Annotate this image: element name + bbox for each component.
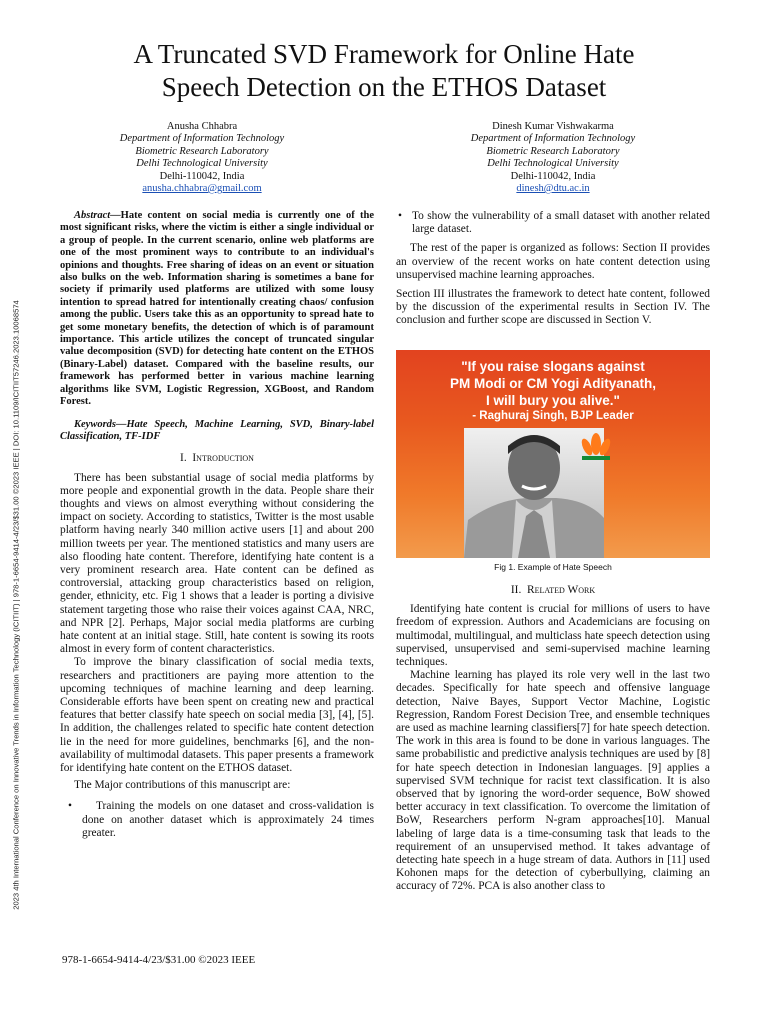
bullet-text: To show the vulnerability of a small dataset with another related large dataset. bbox=[412, 210, 710, 236]
author-dept: Department of Information Technology bbox=[119, 133, 285, 145]
related-paragraph-2: Machine learning has played its role very well in the last two decades. Specifically for hate speech and offensive language detection, Naive Bayes, Support Vector Machine, Logistic Regression, Random Forest Decision Tree, and ensemble techniques are used as machine learning classifiers[7] for hate speech detection. The work in this area is found to be done in various languages. The same probabilistic and predictive analysis techniques are used by [8] for hate speech detection in Indonesian languages. [9] applies a supervised SVM technique for racist text classification. It is also observed that by ignoring the word-order sequence, BoW showed better accuracy in text classification. To overcome the limitation of BoW, Researchers perform N-gram approaches[10]. Manual labeling of large data is a time-consuming task that leads to the requirement of an unsupervised method. It takes advantage of detecting hate speech in a huge stream of data. Authors in [11] used Kohonen maps for the detection of cyberbullying, claiming an accuracy of 72%. PCA is also another class to bbox=[396, 669, 710, 893]
intro-paragraph-2: To improve the binary classification of social media texts, researchers and practitioners are paying more attention to the upcoming techniques of machine learning and deep learning. Considerable efforts have been spent on creating new and practical features that better classify hate speech on social media [3], [4], [5]. In addition, the challenges related to specific hate content detection lie in the need for more guidelines, benchmarks [6], and the non-availability of multimodal datasets. This paper presents a framework for identifying hate content on the ETHOS dataset. bbox=[60, 656, 374, 774]
author-univ: Delhi Technological University bbox=[487, 158, 619, 170]
right-column-top bbox=[396, 210, 710, 328]
paper-title bbox=[60, 38, 708, 104]
section-number: I. bbox=[180, 452, 187, 465]
right-column-bottom bbox=[396, 584, 710, 894]
keywords bbox=[60, 419, 374, 444]
hate-speech-figure bbox=[396, 350, 710, 558]
section-heading-related-work bbox=[396, 584, 710, 597]
left-column bbox=[60, 210, 374, 840]
contribution-bullet-1 bbox=[60, 800, 374, 840]
title-line-2: Speech Detection on the ETHOS Dataset bbox=[161, 72, 607, 102]
organization-paragraph-1: The rest of the paper is organized as follows: Section II provides an overview of the recent works on hate content detection using unsupervised machine learning approaches. bbox=[396, 242, 710, 281]
doi-sidebar-text: 2023 4th International Conference on Innovative Trends in Information Technology (ICITIIT) | 978-1-6654-9414-4/23/$31.00 ©2023 IEEE | DOI: 10.1109/ICITIIT57246.2023.10068574 bbox=[11, 300, 21, 910]
keywords-lead: Keywords bbox=[74, 418, 116, 430]
keywords-text: —Hate Speech, Machine Learning, SVD, Binary-label Classification, TF-IDF bbox=[60, 418, 374, 442]
figure-quote-line-1: "If you raise slogans against bbox=[461, 359, 645, 374]
abstract-text: —Hate content on social media is currently one of the most significant risks, where the victim is either a single individual or a group of people. In the current scenario, online web platforms are one of the most prominent ways to contribute to an individual's opinions and thoughts. Free sharing of ideas on an event or situation also bulks on the web. Information sharing is sometimes a bane for society if primarily used platforms are utilized with some lousy intention to spread hatred for intentionally creating chaos/ confusion among the public. Users take this as an opportunity to spread hate to get some monetary benefits, the detection of which is of paramount importance. This article utilizes the concept of truncated singular value decomposition (SVD) for detecting hate content on the ETHOS (Binary-Label) dataset. Compared with the baseline results, our framework has performed better in various machine learning algorithms like SVM, Logistic Regression, XGBoost, and Random Forest. bbox=[60, 210, 374, 408]
side-margin-citation bbox=[5, 235, 27, 975]
author-univ: Delhi Technological University bbox=[136, 158, 268, 170]
author-email-link[interactable]: dinesh@dtu.ac.in bbox=[516, 183, 590, 195]
section-title: Introduction bbox=[192, 452, 254, 465]
organization-paragraph-2: Section III illustrates the framework to detect hate content, followed by the discussion of the experimental results in Section IV. The conclusion and further scope are discussed in Section V. bbox=[396, 288, 710, 327]
author-name: Anusha Chhabra bbox=[166, 121, 238, 132]
author-name: Dinesh Kumar Vishwakarma bbox=[492, 121, 614, 132]
intro-paragraph-3: The Major contributions of this manuscript are: bbox=[74, 779, 291, 792]
bullet-icon: • bbox=[68, 800, 72, 813]
figure-quote-line-2: PM Modi or CM Yogi Adityanath, bbox=[450, 376, 656, 391]
author-lab: Biometric Research Laboratory bbox=[486, 145, 620, 157]
author-dept: Department of Information Technology bbox=[470, 133, 636, 145]
author-city: Delhi-110042, India bbox=[159, 170, 245, 182]
figure-attribution: - Raghuraj Singh, BJP Leader bbox=[472, 410, 634, 422]
photo-illustration bbox=[396, 350, 710, 558]
author-block-1 bbox=[52, 121, 352, 195]
section-number: II. bbox=[510, 584, 522, 596]
figure-quote-line-3: I will bury you alive." bbox=[486, 393, 620, 408]
author-block-2 bbox=[403, 121, 703, 195]
contribution-bullet-2 bbox=[396, 210, 710, 236]
abstract bbox=[60, 210, 374, 409]
author-city: Delhi-110042, India bbox=[510, 170, 596, 182]
author-lab: Biometric Research Laboratory bbox=[135, 145, 269, 157]
section-title: Related Work bbox=[527, 584, 596, 596]
figure-caption: Fig 1. Example of Hate Speech bbox=[494, 562, 612, 572]
related-paragraph-1: Identifying hate content is crucial for millions of users to have freedom of expression. Authors and Academicians are focusing on multimodal, multilingual, and multiclass hate speech detection using supervised, unsupervised and semi-supervised machine learning techniques. bbox=[396, 603, 710, 669]
author-email-link[interactable]: anusha.chhabra@gmail.com bbox=[142, 183, 262, 195]
section-heading-introduction bbox=[60, 452, 374, 465]
bullet-text: Training the models on one dataset and cross-validation is done on another dataset which is approximately 24 times greater. bbox=[82, 800, 374, 839]
title-line-1: A Truncated SVD Framework for Online Hate bbox=[133, 39, 635, 69]
page-footer: 978-1-6654-9414-4/23/$31.00 ©2023 IEEE bbox=[62, 954, 256, 966]
intro-paragraph-1: There has been substantial usage of social media platforms by more people and exponential growth in the data. People share their thoughts and views on almost everything without considering the impact on society. According to statistics, Twitter is the most usable platform having nearly 340 million active users [1] and about 200 million tweets per year. The mentioned statistics and many users are also flooding hate content. Therefore, identifying hate content is a very prominent research area. Hate content can be defined as controversial, attacking group characteristics based on religion, gender, ethnicity, etc. Fig 1 shows that a leader is porting a divisive statement targeting those who raise their voices against CAA, NRC, and NPR [2]. Perhaps, Major social media platforms are curbing hate content at an initial stage. Still, hate content is sowing its roots almost in every form of content characteristics. bbox=[60, 471, 374, 656]
bullet-icon: • bbox=[398, 210, 402, 222]
abstract-lead: Abstract bbox=[74, 210, 111, 221]
